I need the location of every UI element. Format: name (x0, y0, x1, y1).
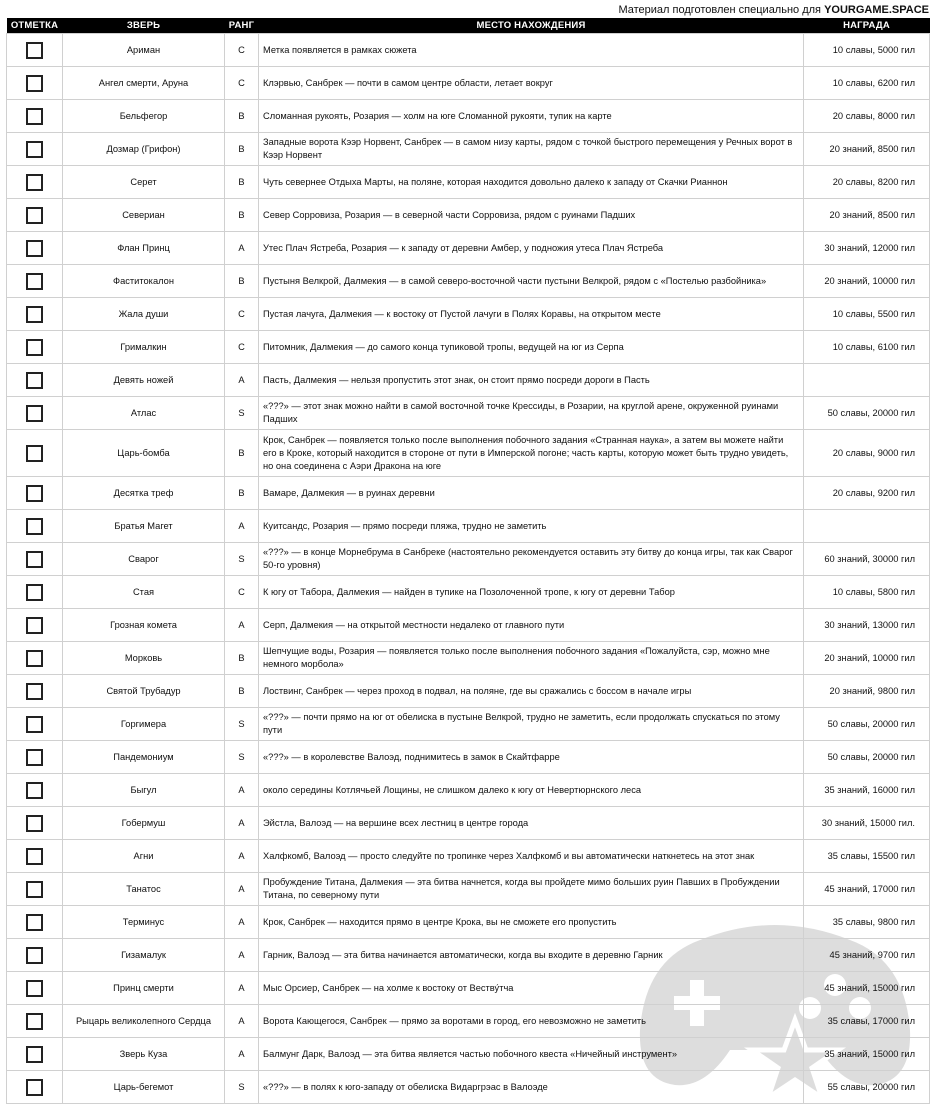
checkbox[interactable] (26, 617, 43, 634)
check-cell (7, 576, 63, 609)
table-row (7, 232, 930, 265)
table-row (7, 199, 930, 232)
beast-reward (804, 510, 930, 543)
checkbox[interactable] (26, 485, 43, 502)
beast-reward: 20 знаний, 10000 гил (804, 642, 930, 675)
beast-name: Пандемониум (63, 741, 225, 774)
checkbox[interactable] (26, 141, 43, 158)
beast-reward: 45 знаний, 17000 гил (804, 873, 930, 906)
beast-reward: 50 славы, 20000 гил (804, 397, 930, 430)
beast-location: Халфкомб, Валоэд — просто следуйте по тропинке через Халфкомб и вы автоматически наткнетесь на этот знак (259, 840, 804, 873)
credit-text: Материал подготовлен специально для (618, 4, 822, 16)
check-cell (7, 906, 63, 939)
check-cell (7, 609, 63, 642)
beast-name: Флан Принц (63, 232, 225, 265)
beast-rank: B (225, 199, 259, 232)
table-row (7, 609, 930, 642)
checkbox[interactable] (26, 716, 43, 733)
table-row (7, 873, 930, 906)
checkbox[interactable] (26, 980, 43, 997)
beast-reward: 20 славы, 9000 гил (804, 430, 930, 477)
beast-reward: 50 славы, 20000 гил (804, 708, 930, 741)
check-cell (7, 67, 63, 100)
beast-reward: 20 славы, 8000 гил (804, 100, 930, 133)
table-row (7, 543, 930, 576)
beast-rank: A (225, 232, 259, 265)
beast-location: «???» — почти прямо на юг от обелиска в пустыне Велкрой, трудно не заметить, если продолжать спускаться по этому пути (259, 708, 804, 741)
beast-rank: C (225, 576, 259, 609)
check-cell (7, 774, 63, 807)
beast-rank: A (225, 807, 259, 840)
check-cell (7, 510, 63, 543)
table-row (7, 576, 930, 609)
checkbox[interactable] (26, 108, 43, 125)
beast-location: Пустая лачуга, Далмекия — к востоку от Пустой лачуги в Полях Коравы, на открытом месте (259, 298, 804, 331)
table-row (7, 166, 930, 199)
table-row (7, 675, 930, 708)
check-cell (7, 840, 63, 873)
beast-location: «???» — в полях к юго-западу от обелиска Видаргрэас в Валоэде (259, 1071, 804, 1104)
checkbox[interactable] (26, 339, 43, 356)
beast-location: Сломанная рукоять, Розария — холм на юге Сломанной рукояти, тупик на карте (259, 100, 804, 133)
check-cell (7, 199, 63, 232)
beast-rank: B (225, 133, 259, 166)
table-row (7, 298, 930, 331)
checkbox[interactable] (26, 445, 43, 462)
check-cell (7, 397, 63, 430)
checkbox[interactable] (26, 881, 43, 898)
beast-rank: A (225, 1038, 259, 1071)
table-row (7, 1071, 930, 1104)
checkbox[interactable] (26, 174, 43, 191)
beast-location: Пустыня Велкрой, Далмекия — в самой северо-восточной части пустыни Велкрой, рядом с «Постелью разбойника» (259, 265, 804, 298)
beast-name: Девять ножей (63, 364, 225, 397)
check-cell (7, 100, 63, 133)
beast-rank: A (225, 1005, 259, 1038)
beast-name: Ариман (63, 34, 225, 67)
table-row (7, 510, 930, 543)
table-row (7, 1005, 930, 1038)
table-row (7, 708, 930, 741)
beast-name: Сварог (63, 543, 225, 576)
checkbox[interactable] (26, 1079, 43, 1096)
beast-rank: A (225, 939, 259, 972)
beast-reward: 20 знаний, 8500 гил (804, 199, 930, 232)
header-check: ОТМЕТКА (7, 18, 63, 34)
beast-reward: 30 знаний, 12000 гил (804, 232, 930, 265)
checkbox[interactable] (26, 372, 43, 389)
beast-rank: A (225, 364, 259, 397)
header-rank: РАНГ (225, 18, 259, 34)
check-cell (7, 298, 63, 331)
beast-name: Рыцарь великолепного Сердца (63, 1005, 225, 1038)
beast-location: Крок, Санбрек — находится прямо в центре Крока, вы не сможете его пропустить (259, 906, 804, 939)
beast-rank: C (225, 34, 259, 67)
check-cell (7, 265, 63, 298)
beast-name: Ангел смерти, Аруна (63, 67, 225, 100)
beast-rank: B (225, 430, 259, 477)
beast-rank: S (225, 1071, 259, 1104)
check-cell (7, 232, 63, 265)
beast-name: Гизамалук (63, 939, 225, 972)
beast-reward: 35 знаний, 15000 гил (804, 1038, 930, 1071)
check-cell (7, 543, 63, 576)
table-row (7, 331, 930, 364)
beast-name: Морковь (63, 642, 225, 675)
check-cell (7, 34, 63, 67)
beast-name: Царь-бегемот (63, 1071, 225, 1104)
table-row (7, 972, 930, 1005)
beast-location: около середины Котлячьей Лощины, не слишком далеко к югу от Невертюрнского леса (259, 774, 804, 807)
check-cell (7, 741, 63, 774)
check-cell (7, 675, 63, 708)
beast-reward: 10 славы, 6100 гил (804, 331, 930, 364)
beast-rank: A (225, 906, 259, 939)
beast-reward: 10 славы, 6200 гил (804, 67, 930, 100)
table-row (7, 807, 930, 840)
beast-rank: C (225, 67, 259, 100)
check-cell (7, 1071, 63, 1104)
checkbox[interactable] (26, 749, 43, 766)
check-cell (7, 166, 63, 199)
beast-name: Танатос (63, 873, 225, 906)
table-row (7, 477, 930, 510)
table-row (7, 133, 930, 166)
header-reward: НАГРАДА (804, 18, 930, 34)
beast-location: К югу от Табора, Далмекия — найден в тупике на Позолоченной тропе, к югу от деревни Табор (259, 576, 804, 609)
check-cell (7, 430, 63, 477)
beast-reward: 10 славы, 5800 гил (804, 576, 930, 609)
beast-name: Принц смерти (63, 972, 225, 1005)
beast-location: «???» — в конце Морнебрума в Санбреке (настоятельно рекомендуется оставить эту битву до конца игры, так как Сварог 50-го уровня) (259, 543, 804, 576)
header-location: МЕСТО НАХОЖДЕНИЯ (259, 18, 804, 34)
header-beast: ЗВЕРЬ (63, 18, 225, 34)
credit-line (618, 4, 929, 16)
beast-name: Атлас (63, 397, 225, 430)
checkbox[interactable] (26, 405, 43, 422)
beast-location: Вамаре, Далмекия — в руинах деревни (259, 477, 804, 510)
check-cell (7, 873, 63, 906)
beast-name: Братья Магет (63, 510, 225, 543)
beast-name: Агни (63, 840, 225, 873)
beast-name: Святой Трубадур (63, 675, 225, 708)
beast-rank: S (225, 543, 259, 576)
beast-rank: B (225, 477, 259, 510)
beast-rank: B (225, 100, 259, 133)
beast-reward: 35 славы, 17000 гил (804, 1005, 930, 1038)
table-row (7, 1038, 930, 1071)
checkbox[interactable] (26, 240, 43, 257)
beast-reward: 55 славы, 20000 гил (804, 1071, 930, 1104)
credit-brand: YOURGAME.SPACE (824, 4, 929, 16)
beast-location: «???» — в королевстве Валоэд, поднимитесь в замок в Скайтфарре (259, 741, 804, 774)
beast-rank: B (225, 675, 259, 708)
beast-rank: A (225, 840, 259, 873)
check-cell (7, 364, 63, 397)
checkbox[interactable] (26, 815, 43, 832)
table-row (7, 265, 930, 298)
checkbox[interactable] (26, 551, 43, 568)
table-row (7, 364, 930, 397)
beast-name: Бельфегор (63, 100, 225, 133)
beast-location: Крок, Санбрек — появляется только после выполнения побочного задания «Странная наука», а затем вы можете найти его в Кроке, который находится в стороне от пути в Имперской погоне; часть карты, которую может быть трудно увидеть, но она соединена с Аэри Дракона на юге (259, 430, 804, 477)
beast-location: Клэрвью, Санбрек — почти в самом центре области, летает вокруг (259, 67, 804, 100)
beast-rank: A (225, 873, 259, 906)
beast-location: Ворота Кающегося, Санбрек — прямо за воротами в город, его невозможно не заметить (259, 1005, 804, 1038)
beast-reward: 30 знаний, 13000 гил (804, 609, 930, 642)
checkbox[interactable] (26, 947, 43, 964)
beast-location: Питомник, Далмекия — до самого конца тупиковой тропы, ведущей на юг из Серпа (259, 331, 804, 364)
table-row (7, 642, 930, 675)
table-row (7, 397, 930, 430)
checkbox[interactable] (26, 914, 43, 931)
hunt-board-table (6, 18, 930, 1104)
beast-rank: A (225, 609, 259, 642)
beast-name: Царь-бомба (63, 430, 225, 477)
beast-name: Серет (63, 166, 225, 199)
check-cell (7, 331, 63, 364)
check-cell (7, 708, 63, 741)
check-cell (7, 939, 63, 972)
beast-reward: 20 знаний, 8500 гил (804, 133, 930, 166)
table-row (7, 67, 930, 100)
table-row (7, 430, 930, 477)
table-row (7, 741, 930, 774)
table-row (7, 774, 930, 807)
beast-location: Эйстла, Валоэд — на вершине всех лестниц в центре города (259, 807, 804, 840)
beast-rank: C (225, 331, 259, 364)
beast-location: «???» — этот знак можно найти в самой восточной точке Крессиды, в Розарии, на круглой арене, окруженной руинами Падших (259, 397, 804, 430)
beast-reward: 35 знаний, 16000 гил (804, 774, 930, 807)
beast-location: Гарник, Валоэд — эта битва начинается автоматически, когда вы входите в деревню Гарник (259, 939, 804, 972)
beast-reward: 20 знаний, 9800 гил (804, 675, 930, 708)
check-cell (7, 1038, 63, 1071)
beast-reward: 20 знаний, 10000 гил (804, 265, 930, 298)
checkbox[interactable] (26, 207, 43, 224)
check-cell (7, 477, 63, 510)
beast-location: Шепчущие воды, Розария — появляется только после выполнения побочного задания «Пожалуйста, сэр, можно мне немного морбола» (259, 642, 804, 675)
beast-reward: 60 знаний, 30000 гил (804, 543, 930, 576)
beast-name: Фаститокалон (63, 265, 225, 298)
beast-name: Горгимера (63, 708, 225, 741)
checkbox[interactable] (26, 1046, 43, 1063)
beast-reward: 20 славы, 8200 гил (804, 166, 930, 199)
beast-rank: A (225, 774, 259, 807)
beast-rank: S (225, 741, 259, 774)
beast-location: Север Сорровиза, Розария — в северной части Сорровиза, рядом с руинами Падших (259, 199, 804, 232)
beast-rank: S (225, 397, 259, 430)
beast-name: Дозмар (Грифон) (63, 133, 225, 166)
beast-name: Стая (63, 576, 225, 609)
checkbox[interactable] (26, 42, 43, 59)
beast-rank: A (225, 972, 259, 1005)
checkbox[interactable] (26, 650, 43, 667)
checkbox[interactable] (26, 848, 43, 865)
check-cell (7, 1005, 63, 1038)
beast-location: Балмунг Дарк, Валоэд — эта битва является частью побочного квеста «Ничейный инструмент» (259, 1038, 804, 1071)
table-header (7, 18, 930, 34)
check-cell (7, 972, 63, 1005)
checkbox[interactable] (26, 306, 43, 323)
beast-name: Десятка треф (63, 477, 225, 510)
check-cell (7, 807, 63, 840)
beast-rank: S (225, 708, 259, 741)
table-row (7, 840, 930, 873)
beast-reward: 45 знаний, 15000 гил (804, 972, 930, 1005)
checkbox[interactable] (26, 683, 43, 700)
beast-rank: C (225, 298, 259, 331)
beast-location: Западные ворота Кээр Норвент, Санбрек — в самом низу карты, рядом с точкой быстрого перемещения у Речных ворот в Кээр Норвент (259, 133, 804, 166)
beast-name: Терминус (63, 906, 225, 939)
beast-rank: B (225, 166, 259, 199)
check-cell (7, 133, 63, 166)
beast-location: Пасть, Далмекия — нельзя пропустить этот знак, он стоит прямо посреди дороги в Пасть (259, 364, 804, 397)
beast-location: Куитсандс, Розария — прямо посреди пляжа, трудно не заметить (259, 510, 804, 543)
checkbox[interactable] (26, 584, 43, 601)
table-row (7, 906, 930, 939)
beast-name: Гобермуш (63, 807, 225, 840)
beast-name: Зверь Куза (63, 1038, 225, 1071)
beast-location: Лоствинг, Санбрек — через проход в подвал, на поляне, где вы сражались с боссом в начале игры (259, 675, 804, 708)
beast-reward: 10 славы, 5000 гил (804, 34, 930, 67)
beast-reward: 50 славы, 20000 гил (804, 741, 930, 774)
beast-name: Севериан (63, 199, 225, 232)
beast-location: Чуть севернее Отдыха Марты, на поляне, которая находится довольно далеко к западу от Скачки Рианнон (259, 166, 804, 199)
beast-reward (804, 364, 930, 397)
beast-reward: 35 славы, 9800 гил (804, 906, 930, 939)
beast-rank: B (225, 265, 259, 298)
beast-reward: 45 знаний, 9700 гил (804, 939, 930, 972)
beast-location: Серп, Далмекия — на открытой местности недалеко от главного пути (259, 609, 804, 642)
beast-location: Пробуждение Титана, Далмекия — эта битва начнется, когда вы пройдете мимо больших руин Павших в Пробуждении Титана, по северному пути (259, 873, 804, 906)
table-row (7, 34, 930, 67)
beast-rank: B (225, 642, 259, 675)
beast-reward: 20 славы, 9200 гил (804, 477, 930, 510)
beast-location: Мыс Орсиер, Санбрек — на холме к востоку от Веству́тча (259, 972, 804, 1005)
beast-reward: 30 знаний, 15000 гил. (804, 807, 930, 840)
checkbox[interactable] (26, 1013, 43, 1030)
checkbox[interactable] (26, 782, 43, 799)
beast-location: Утес Плач Ястреба, Розария — к западу от деревни Амбер, у подножия утеса Плач Ястреба (259, 232, 804, 265)
checkbox[interactable] (26, 273, 43, 290)
beast-name: Быгул (63, 774, 225, 807)
table-row (7, 100, 930, 133)
beast-name: Грималкин (63, 331, 225, 364)
beast-reward: 10 славы, 5500 гил (804, 298, 930, 331)
checkbox[interactable] (26, 75, 43, 92)
beast-location: Метка появляется в рамках сюжета (259, 34, 804, 67)
checkbox[interactable] (26, 518, 43, 535)
table-row (7, 939, 930, 972)
beast-reward: 35 славы, 15500 гил (804, 840, 930, 873)
beast-name: Жала души (63, 298, 225, 331)
check-cell (7, 642, 63, 675)
beast-rank: A (225, 510, 259, 543)
beast-name: Грозная комета (63, 609, 225, 642)
